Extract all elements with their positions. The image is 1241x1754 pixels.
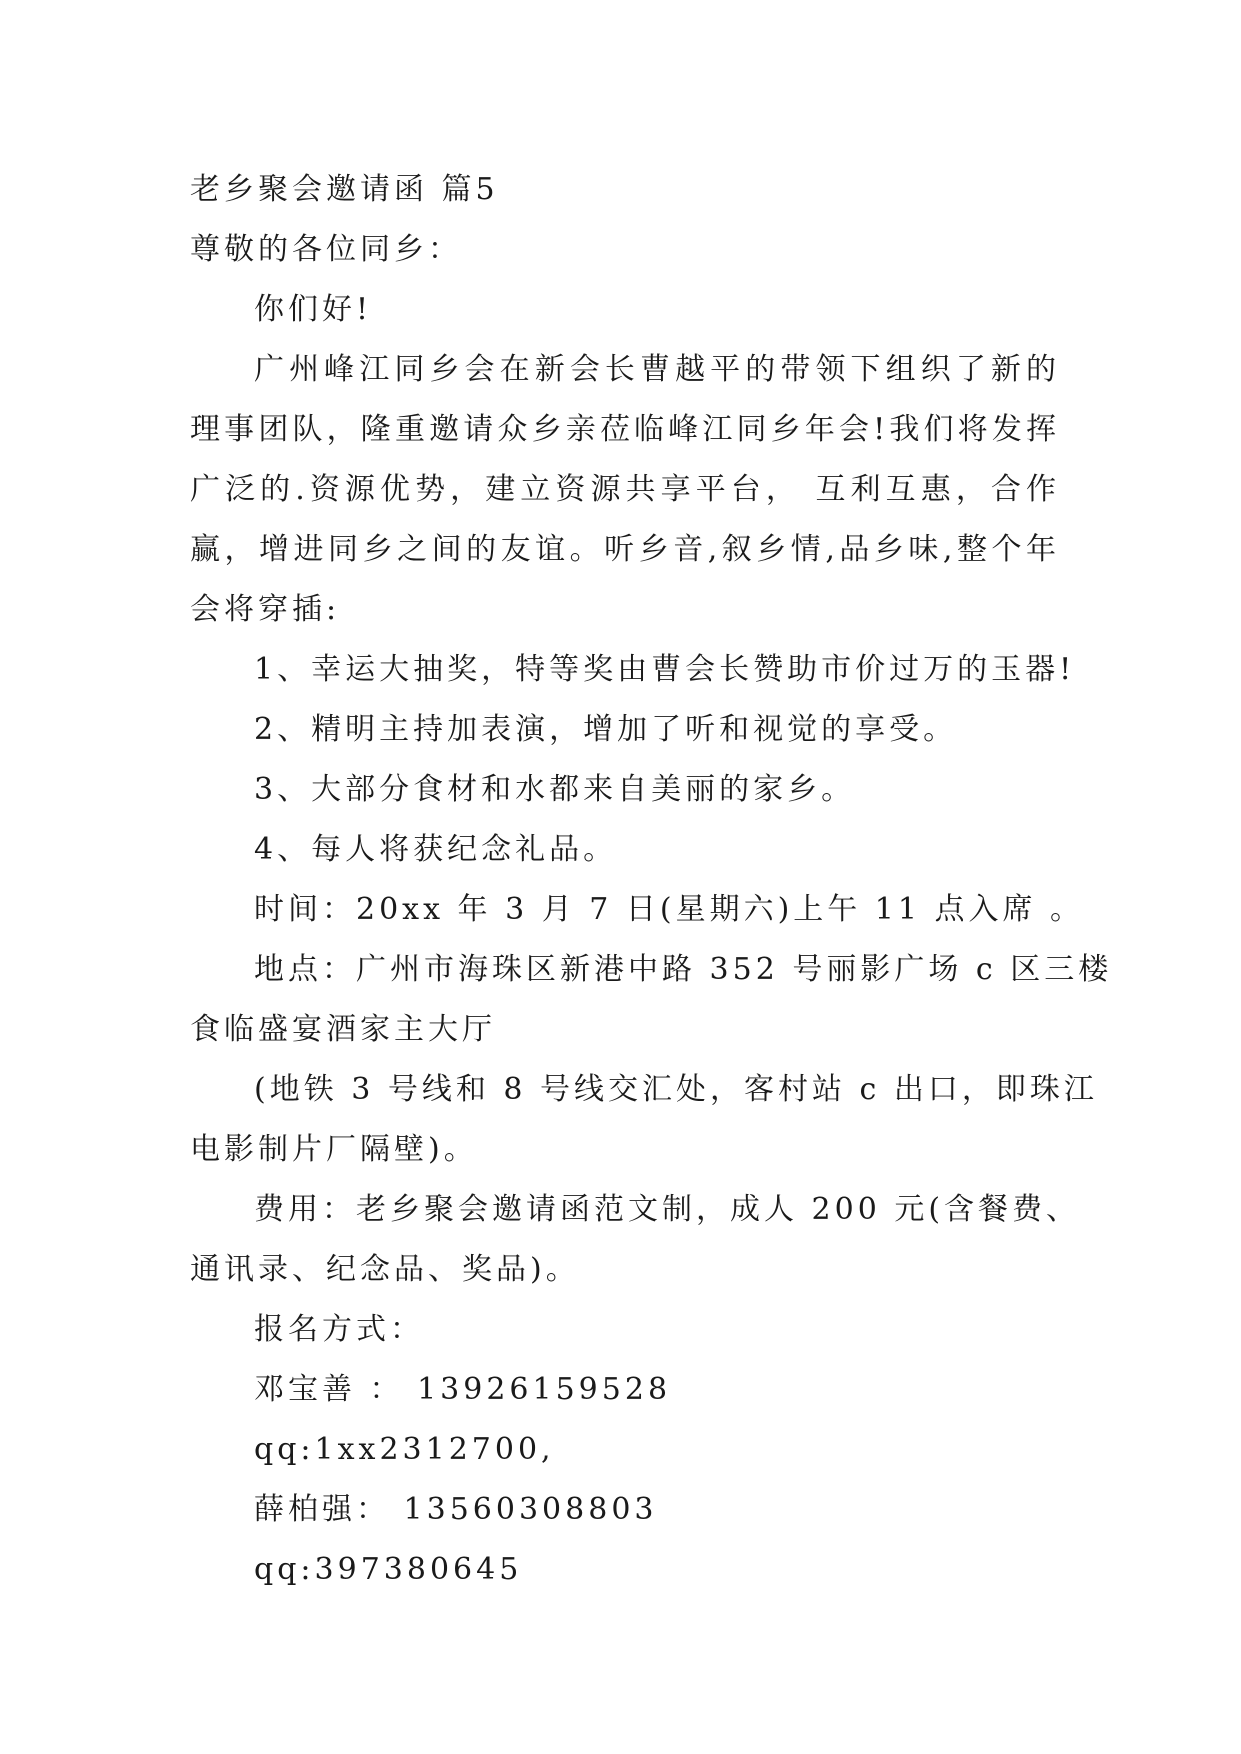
list-item: 1、幸运大抽奖，特等奖由曹会长赞助市价过万的玉器! (254, 652, 1076, 687)
contact-line: qq:1xx2312700, (254, 1432, 555, 1467)
body-paragraph-line: 广泛的.资源优势，建立资源共享平台， 互利互惠，合作 (190, 472, 1060, 507)
document-body (190, 160, 1113, 1600)
contact-line: 薛柏强： 13560308803 (254, 1492, 658, 1527)
salutation: 尊敬的各位同乡： (190, 232, 462, 267)
event-time: 时间：20xx 年 3 月 7 日(星期六)上午 11 点入席 。 (254, 892, 1085, 927)
greeting: 你们好! (254, 292, 373, 327)
signup-label: 报名方式： (254, 1312, 424, 1347)
event-fee-cont: 通讯录、纪念品、奖品)。 (190, 1252, 580, 1287)
transit-info-cont: 电影制片厂隔壁)。 (190, 1132, 478, 1167)
contact-line: 邓宝善 ： 13926159528 (254, 1372, 672, 1407)
event-location-cont: 食临盛宴酒家主大厅 (190, 1012, 496, 1047)
body-paragraph-line: 广州峰江同乡会在新会长曹越平的带领下组织了新的 (254, 352, 1060, 387)
contact-line: qq:397380645 (254, 1552, 523, 1587)
body-paragraph-line: 理事团队，隆重邀请众乡亲莅临峰江同乡年会!我们将发挥 (190, 412, 1060, 447)
body-paragraph-line: 会将穿插: (190, 592, 341, 627)
document-title: 老乡聚会邀请函 篇5 (190, 172, 499, 207)
body-paragraph-line: 赢，增进同乡之间的友谊。听乡音,叙乡情,品乡味,整个年 (190, 532, 1060, 567)
list-item: 2、精明主持加表演，增加了听和视觉的享受。 (254, 712, 958, 747)
event-fee: 费用：老乡聚会邀请函范文制，成人 200 元(含餐费、 (254, 1192, 1081, 1227)
event-location: 地点：广州市海珠区新港中路 352 号丽影广场 c 区三楼 (254, 952, 1113, 987)
list-item: 3、大部分食材和水都来自美丽的家乡。 (254, 772, 856, 807)
transit-info: (地铁 3 号线和 8 号线交汇处，客村站 c 出口，即珠江 (254, 1072, 1098, 1107)
list-item: 4、每人将获纪念礼品。 (254, 832, 618, 867)
